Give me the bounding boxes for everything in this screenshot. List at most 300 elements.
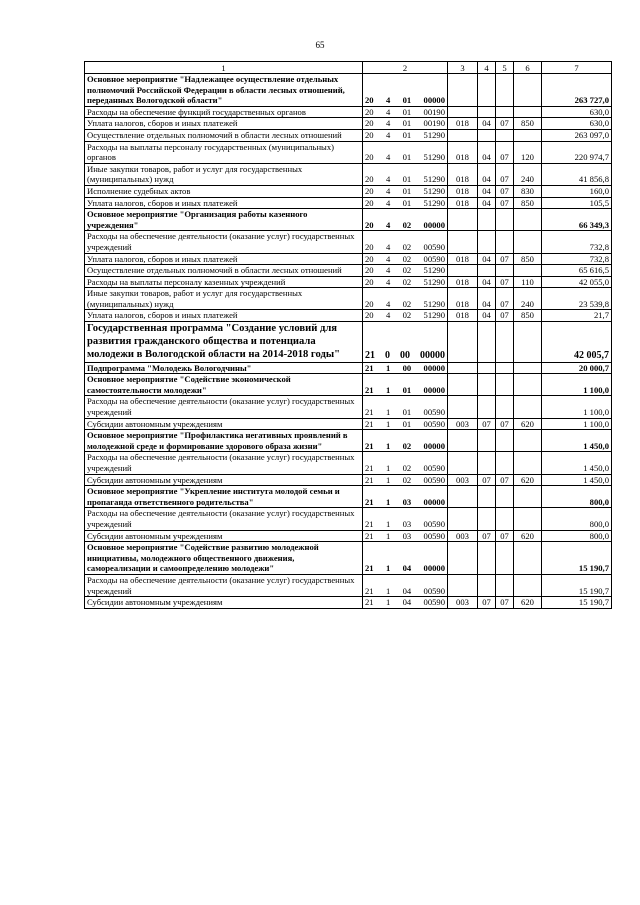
code-parts xyxy=(363,597,447,608)
code-part: 00000 xyxy=(423,95,445,106)
amount: 105,5 xyxy=(542,197,612,209)
code-parts xyxy=(363,198,447,209)
code-parts xyxy=(363,95,447,106)
amount: 66 349,3 xyxy=(542,209,612,231)
section-code: 04 xyxy=(478,197,496,209)
section-code: 04 xyxy=(478,288,496,310)
row-name: Расходы на обеспечение деятельности (оказание услуг) государственных учреждений xyxy=(85,231,363,253)
section-code xyxy=(478,322,496,363)
target-article-code xyxy=(363,310,448,322)
table-row xyxy=(85,362,612,374)
code-part: 20 xyxy=(365,95,374,106)
code-part: 21 xyxy=(365,474,374,485)
amount: 23 539,8 xyxy=(542,288,612,310)
code-part: 21 xyxy=(365,384,374,395)
section-code xyxy=(478,231,496,253)
code-part: 00000 xyxy=(423,496,445,507)
row-name: Расходы на обеспечение деятельности (оказание услуг) государственных учреждений xyxy=(85,574,363,596)
expense-type-code: 620 xyxy=(514,474,542,486)
amount: 732,8 xyxy=(542,253,612,265)
subsection-code xyxy=(496,508,514,530)
code-part: 51290 xyxy=(423,185,445,196)
amount: 630,0 xyxy=(542,106,612,118)
code-part: 20 xyxy=(365,129,374,140)
amount: 15 190,7 xyxy=(542,574,612,596)
code-part: 01 xyxy=(402,174,412,185)
code-part: 1 xyxy=(385,407,391,418)
row-name: Субсидии автономным учреждениям xyxy=(85,597,363,609)
table-row xyxy=(85,276,612,288)
table-row xyxy=(85,374,612,396)
target-article-code xyxy=(363,374,448,396)
amount: 800,0 xyxy=(542,508,612,530)
ministry-code xyxy=(448,231,478,253)
code-part: 04 xyxy=(402,563,412,574)
expense-type-code xyxy=(514,396,542,418)
budget-table xyxy=(84,61,612,609)
code-part: 20 xyxy=(365,185,374,196)
code-parts xyxy=(363,407,447,418)
code-part: 00590 xyxy=(423,241,445,252)
row-name: Осуществление отдельных полномочий в области лесных отношений xyxy=(85,265,363,277)
code-part: 51290 xyxy=(423,174,445,185)
table-row xyxy=(85,288,612,310)
code-part: 03 xyxy=(402,518,412,529)
table-row xyxy=(85,418,612,430)
code-part: 02 xyxy=(402,219,412,230)
code-part: 02 xyxy=(402,265,412,276)
code-part: 00 xyxy=(400,350,410,362)
column-header: 4 xyxy=(478,62,496,74)
section-code xyxy=(478,265,496,277)
table-row xyxy=(85,542,612,575)
subsection-code: 07 xyxy=(496,597,514,609)
target-article-code xyxy=(363,129,448,141)
subsection-code: 07 xyxy=(496,418,514,430)
table-row xyxy=(85,530,612,542)
row-name: Субсидии автономным учреждениям xyxy=(85,530,363,542)
amount: 263 097,0 xyxy=(542,129,612,141)
target-article-code xyxy=(363,362,448,374)
code-parts xyxy=(363,385,447,396)
expense-type-code xyxy=(514,374,542,396)
code-part: 02 xyxy=(402,241,412,252)
row-name: Уплата налогов, сборов и иных платежей xyxy=(85,253,363,265)
section-code: 04 xyxy=(478,253,496,265)
section-code: 04 xyxy=(478,118,496,130)
code-part: 1 xyxy=(385,530,391,541)
code-part: 00000 xyxy=(420,350,445,362)
table-row xyxy=(85,396,612,418)
code-part: 1 xyxy=(385,474,391,485)
target-article-code xyxy=(363,474,448,486)
code-parts xyxy=(363,531,447,542)
ministry-code: 018 xyxy=(448,141,478,163)
code-part: 4 xyxy=(385,197,391,208)
code-part: 4 xyxy=(385,152,391,163)
section-code: 04 xyxy=(478,141,496,163)
subsection-code: 07 xyxy=(496,276,514,288)
amount: 1 100,0 xyxy=(542,418,612,430)
subsection-code: 07 xyxy=(496,163,514,185)
column-header: 3 xyxy=(448,62,478,74)
ministry-code: 018 xyxy=(448,288,478,310)
table-row xyxy=(85,430,612,452)
ministry-code: 003 xyxy=(448,530,478,542)
code-parts xyxy=(363,497,447,508)
ministry-code: 018 xyxy=(448,197,478,209)
column-header: 6 xyxy=(514,62,542,74)
code-part: 4 xyxy=(385,129,391,140)
target-article-code xyxy=(363,74,448,107)
code-part: 21 xyxy=(365,350,375,362)
code-part: 51290 xyxy=(423,310,445,321)
code-part: 20 xyxy=(365,276,374,287)
code-part: 02 xyxy=(402,474,412,485)
table-row xyxy=(85,197,612,209)
code-part: 01 xyxy=(402,95,412,106)
code-part: 4 xyxy=(385,219,391,230)
code-part: 03 xyxy=(402,496,412,507)
ministry-code xyxy=(448,322,478,363)
section-code xyxy=(478,374,496,396)
code-part: 00000 xyxy=(423,219,445,230)
code-part: 02 xyxy=(402,463,412,474)
section-code: 04 xyxy=(478,276,496,288)
code-part: 4 xyxy=(385,253,391,264)
row-name: Расходы на выплаты персоналу казенных учреждений xyxy=(85,276,363,288)
row-name: Основное мероприятие "Содействие экономической самостоятельности молодежи" xyxy=(85,374,363,396)
code-parts xyxy=(363,174,447,185)
target-article-code xyxy=(363,486,448,508)
column-header: 2 xyxy=(363,62,448,74)
ministry-code: 018 xyxy=(448,118,478,130)
row-name: Основное мероприятие "Содействие развитию молодежной инициативы, молодежного общественного движения, самореализации и самоопределению молодежи" xyxy=(85,542,363,575)
ministry-code xyxy=(448,374,478,396)
column-header: 7 xyxy=(542,62,612,74)
code-part: 01 xyxy=(402,418,412,429)
table-row xyxy=(85,508,612,530)
code-part: 04 xyxy=(402,585,412,596)
target-article-code xyxy=(363,106,448,118)
code-part: 20 xyxy=(365,219,374,230)
target-article-code xyxy=(363,163,448,185)
target-article-code xyxy=(363,118,448,130)
subsection-code xyxy=(496,452,514,474)
code-parts xyxy=(363,586,447,597)
code-part: 21 xyxy=(365,496,374,507)
row-name: Основное мероприятие "Надлежащее осуществление отдельных полномочий Российской Федерации в области лесных отношений, переданных Вологодской области" xyxy=(85,74,363,107)
code-part: 00000 xyxy=(423,362,445,373)
section-code xyxy=(478,106,496,118)
code-part: 00590 xyxy=(423,474,445,485)
row-name: Исполнение судебных актов xyxy=(85,185,363,197)
ministry-code xyxy=(448,574,478,596)
amount: 42 055,0 xyxy=(542,276,612,288)
target-article-code xyxy=(363,322,448,363)
code-parts xyxy=(363,186,447,197)
section-code xyxy=(478,542,496,575)
subsection-code xyxy=(496,209,514,231)
subsection-code xyxy=(496,362,514,374)
subsection-code xyxy=(496,106,514,118)
row-name: Государственная программа "Создание условий для развития гражданского общества и потенциала молодежи в Вологодской области на 2014-2018 годы" xyxy=(85,322,363,363)
header-row xyxy=(85,62,612,74)
ministry-code: 018 xyxy=(448,310,478,322)
row-name: Субсидии автономным учреждениям xyxy=(85,418,363,430)
table-row xyxy=(85,253,612,265)
amount: 1 100,0 xyxy=(542,396,612,418)
column-header: 1 xyxy=(85,62,363,74)
expense-type-code xyxy=(514,430,542,452)
amount: 15 190,7 xyxy=(542,542,612,575)
code-parts xyxy=(363,351,447,362)
code-part: 51290 xyxy=(423,197,445,208)
ministry-code: 003 xyxy=(448,418,478,430)
code-part: 00000 xyxy=(423,563,445,574)
code-part: 01 xyxy=(402,129,412,140)
table-row xyxy=(85,322,612,363)
subsection-code xyxy=(496,486,514,508)
code-part: 00 xyxy=(402,362,412,373)
column-header: 5 xyxy=(496,62,514,74)
code-part: 20 xyxy=(365,253,374,264)
subsection-code: 07 xyxy=(496,185,514,197)
ministry-code xyxy=(448,209,478,231)
code-part: 00590 xyxy=(423,253,445,264)
table-row xyxy=(85,265,612,277)
code-part: 00000 xyxy=(423,440,445,451)
code-parts xyxy=(363,220,447,231)
section-code: 04 xyxy=(478,310,496,322)
expense-type-code xyxy=(514,508,542,530)
section-code: 04 xyxy=(478,185,496,197)
target-article-code xyxy=(363,288,448,310)
ministry-code xyxy=(448,486,478,508)
expense-type-code: 620 xyxy=(514,418,542,430)
section-code xyxy=(478,129,496,141)
section-code: 07 xyxy=(478,597,496,609)
table-row xyxy=(85,597,612,609)
amount: 1 450,0 xyxy=(542,430,612,452)
target-article-code xyxy=(363,231,448,253)
expense-type-code: 850 xyxy=(514,118,542,130)
expense-type-code xyxy=(514,362,542,374)
code-parts xyxy=(363,563,447,574)
expense-type-code: 620 xyxy=(514,597,542,609)
code-part: 00590 xyxy=(423,530,445,541)
amount: 263 727,0 xyxy=(542,74,612,107)
code-part: 1 xyxy=(385,384,391,395)
target-article-code xyxy=(363,197,448,209)
code-part: 20 xyxy=(365,310,374,321)
amount: 800,0 xyxy=(542,530,612,542)
code-part: 00590 xyxy=(423,585,445,596)
code-part: 1 xyxy=(385,496,391,507)
code-part: 51290 xyxy=(423,152,445,163)
code-part: 21 xyxy=(365,463,374,474)
code-part: 21 xyxy=(365,530,374,541)
table-body xyxy=(85,74,612,609)
code-parts xyxy=(363,277,447,288)
code-parts xyxy=(363,475,447,486)
expense-type-code xyxy=(514,452,542,474)
ministry-code: 003 xyxy=(448,597,478,609)
subsection-code: 07 xyxy=(496,310,514,322)
target-article-code xyxy=(363,597,448,609)
amount: 1 100,0 xyxy=(542,374,612,396)
amount: 65 616,5 xyxy=(542,265,612,277)
code-part: 20 xyxy=(365,241,374,252)
section-code xyxy=(478,508,496,530)
code-part: 20 xyxy=(365,265,374,276)
code-part: 20 xyxy=(365,106,374,117)
code-part: 21 xyxy=(365,362,374,373)
expense-type-code xyxy=(514,231,542,253)
table-row xyxy=(85,231,612,253)
table-row xyxy=(85,310,612,322)
expense-type-code xyxy=(514,574,542,596)
code-part: 4 xyxy=(385,298,391,309)
code-part: 1 xyxy=(385,463,391,474)
code-part: 20 xyxy=(365,174,374,185)
ministry-code xyxy=(448,430,478,452)
subsection-code xyxy=(496,74,514,107)
section-code: 04 xyxy=(478,163,496,185)
subsection-code: 07 xyxy=(496,288,514,310)
subsection-code: 07 xyxy=(496,197,514,209)
amount: 20 000,7 xyxy=(542,362,612,374)
table-row xyxy=(85,74,612,107)
target-article-code xyxy=(363,265,448,277)
table-row xyxy=(85,452,612,474)
code-part: 21 xyxy=(365,597,374,608)
code-part: 01 xyxy=(402,197,412,208)
code-parts xyxy=(363,265,447,276)
code-part: 20 xyxy=(365,152,374,163)
code-part: 51290 xyxy=(423,265,445,276)
expense-type-code: 620 xyxy=(514,530,542,542)
subsection-code xyxy=(496,574,514,596)
code-parts xyxy=(363,254,447,265)
section-code xyxy=(478,430,496,452)
table-row xyxy=(85,118,612,130)
code-part: 02 xyxy=(402,253,412,264)
section-code: 07 xyxy=(478,530,496,542)
code-part: 21 xyxy=(365,418,374,429)
code-part: 01 xyxy=(402,106,412,117)
subsection-code: 07 xyxy=(496,474,514,486)
row-name: Основное мероприятие "Укрепление института молодой семьи и пропаганда ответственного родительства" xyxy=(85,486,363,508)
section-code xyxy=(478,209,496,231)
code-part: 4 xyxy=(385,265,391,276)
section-code xyxy=(478,74,496,107)
table-row xyxy=(85,129,612,141)
ministry-code: 018 xyxy=(448,163,478,185)
target-article-code xyxy=(363,276,448,288)
section-code: 07 xyxy=(478,474,496,486)
code-parts xyxy=(363,519,447,530)
code-part: 04 xyxy=(402,597,412,608)
expense-type-code xyxy=(514,106,542,118)
table-row xyxy=(85,574,612,596)
row-name: Уплата налогов, сборов и иных платежей xyxy=(85,310,363,322)
code-part: 00590 xyxy=(423,418,445,429)
target-article-code xyxy=(363,141,448,163)
section-code xyxy=(478,486,496,508)
code-part: 1 xyxy=(385,563,391,574)
code-part: 20 xyxy=(365,298,374,309)
target-article-code xyxy=(363,253,448,265)
ministry-code xyxy=(448,542,478,575)
row-name: Иные закупки товаров, работ и услуг для государственных (муниципальных) нужд xyxy=(85,288,363,310)
code-part: 51290 xyxy=(423,129,445,140)
expense-type-code: 850 xyxy=(514,197,542,209)
target-article-code xyxy=(363,508,448,530)
expense-type-code xyxy=(514,209,542,231)
code-part: 00590 xyxy=(423,463,445,474)
target-article-code xyxy=(363,430,448,452)
amount: 1 450,0 xyxy=(542,474,612,486)
code-part: 21 xyxy=(365,518,374,529)
code-part: 4 xyxy=(385,95,391,106)
section-code: 07 xyxy=(478,418,496,430)
row-name: Расходы на обеспечение функций государственных органов xyxy=(85,106,363,118)
row-name: Основное мероприятие "Профилактика негативных проявлений в молодежной среде и формирование здорового образа жизни" xyxy=(85,430,363,452)
code-parts xyxy=(363,419,447,430)
code-part: 01 xyxy=(402,118,412,129)
code-part: 21 xyxy=(365,585,374,596)
ministry-code xyxy=(448,452,478,474)
expense-type-code: 830 xyxy=(514,185,542,197)
code-parts xyxy=(363,107,447,118)
code-part: 00590 xyxy=(423,407,445,418)
code-part: 01 xyxy=(402,384,412,395)
subsection-code xyxy=(496,430,514,452)
row-name: Расходы на обеспечение деятельности (оказание услуг) государственных учреждений xyxy=(85,508,363,530)
code-part: 4 xyxy=(385,106,391,117)
target-article-code xyxy=(363,574,448,596)
expense-type-code: 240 xyxy=(514,163,542,185)
table-row xyxy=(85,185,612,197)
code-part: 4 xyxy=(385,174,391,185)
code-part: 01 xyxy=(402,152,412,163)
row-name: Расходы на выплаты персоналу государственных (муниципальных) органов xyxy=(85,141,363,163)
subsection-code xyxy=(496,374,514,396)
code-part: 21 xyxy=(365,440,374,451)
code-parts xyxy=(363,299,447,310)
subsection-code: 07 xyxy=(496,118,514,130)
amount: 800,0 xyxy=(542,486,612,508)
row-name: Осуществление отдельных полномочий в области лесных отношений xyxy=(85,129,363,141)
subsection-code xyxy=(496,265,514,277)
ministry-code xyxy=(448,129,478,141)
amount: 42 005,7 xyxy=(542,322,612,363)
expense-type-code: 240 xyxy=(514,288,542,310)
code-parts xyxy=(363,363,447,374)
code-part: 51290 xyxy=(423,276,445,287)
code-part: 1 xyxy=(385,518,391,529)
row-name: Расходы на обеспечение деятельности (оказание услуг) государственных учреждений xyxy=(85,396,363,418)
expense-type-code xyxy=(514,129,542,141)
table-row xyxy=(85,141,612,163)
subsection-code: 07 xyxy=(496,253,514,265)
table-row xyxy=(85,486,612,508)
code-part: 21 xyxy=(365,563,374,574)
code-part: 20 xyxy=(365,118,374,129)
subsection-code: 07 xyxy=(496,530,514,542)
ministry-code: 018 xyxy=(448,276,478,288)
